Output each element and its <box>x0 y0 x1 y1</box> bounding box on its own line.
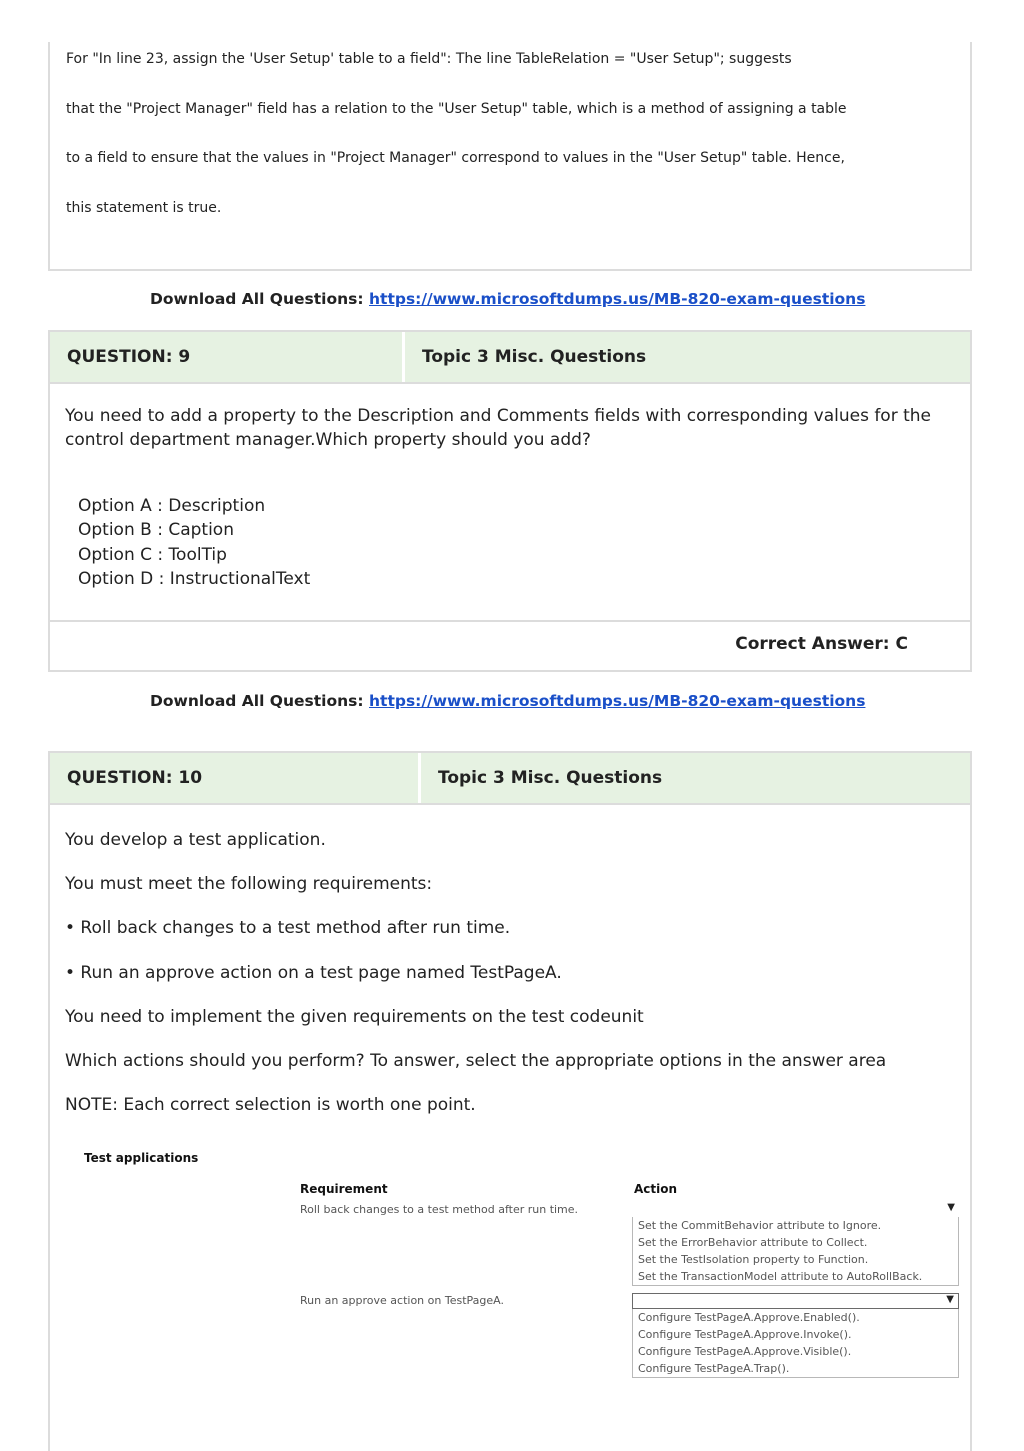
figure-title: Test applications <box>84 1151 199 1165</box>
question-9-card <box>48 330 972 672</box>
question-topic: Topic 3 Misc. Questions <box>421 753 970 803</box>
dropdown-options <box>632 1309 959 1378</box>
download-label: Download All Questions: <box>150 692 364 710</box>
question-paragraph: Which actions should you perform? To answer, select the appropriate options in the answer area <box>65 1051 887 1072</box>
question-paragraph: You need to implement the given requirements on the test codeunit <box>65 1006 644 1027</box>
action-header: Action <box>634 1182 678 1196</box>
dropdown-options <box>632 1217 959 1286</box>
dropdown-option[interactable]: Set the TestIsolation property to Function. <box>638 1253 869 1266</box>
question-body <box>50 805 970 1118</box>
note-paragraph: NOTE: Each correct selection is worth one point. <box>65 1095 476 1116</box>
question-10-card <box>48 751 972 1451</box>
answer-text-line: to a field to ensure that the values in "Project Manager" correspond to values in the "User Setup" table. Hence, <box>66 150 845 166</box>
question-paragraph: You develop a test application. <box>65 830 326 850</box>
download-label: Download All Questions: <box>150 290 364 308</box>
dropdown-option[interactable]: Configure TestPageA.Approve.Visible(). <box>638 1345 852 1358</box>
action-dropdown-rollback[interactable] <box>632 1201 959 1285</box>
dropdown-option[interactable]: Configure TestPageA.Approve.Enabled(). <box>638 1311 860 1324</box>
question-paragraph: You must meet the following requirements: <box>65 874 433 895</box>
option-a: Option A : Description <box>78 496 266 516</box>
answer-row <box>50 620 970 672</box>
question-text: You need to add a property to the Description and Comments fields with corresponding values for the control department manager.Which property should you add? <box>65 406 932 450</box>
question-header <box>50 332 970 384</box>
dropdown-option[interactable]: Set the ErrorBehavior attribute to Collect. <box>638 1236 868 1249</box>
download-link[interactable]: https://www.microsoftdumps.us/MB-820-exam-questions <box>369 692 866 710</box>
dropdown-option[interactable]: Configure TestPageA.Trap(). <box>638 1362 790 1375</box>
question-number: QUESTION: 10 <box>50 753 418 803</box>
download-link[interactable]: https://www.microsoftdumps.us/MB-820-exam-questions <box>369 290 866 308</box>
answer-text-line: For "In line 23, assign the 'User Setup' table to a field": The line TableRelation = "User Setup"; suggests <box>66 51 792 67</box>
answer-text-line: this statement is true. <box>66 199 222 216</box>
question-number: QUESTION: 9 <box>50 332 402 382</box>
download-banner <box>150 692 865 710</box>
answer-text-line: that the "Project Manager" field has a relation to the "User Setup" table, which is a method of assigning a table <box>66 100 847 117</box>
requirement-rollback: Roll back changes to a test method after run time. <box>300 1203 579 1216</box>
correct-answer: Correct Answer: C <box>735 634 908 654</box>
question-body <box>50 384 970 591</box>
answer-area-figure <box>50 1137 970 1397</box>
question-topic: Topic 3 Misc. Questions <box>405 332 970 382</box>
requirement-approve: Run an approve action on TestPageA. <box>300 1294 504 1307</box>
download-banner <box>150 290 865 308</box>
dropdown-option[interactable]: Configure TestPageA.Approve.Invoke(). <box>638 1328 852 1341</box>
requirement-bullet: • Run an approve action on a test page named TestPageA. <box>65 962 562 983</box>
question-header <box>50 753 970 805</box>
option-c: Option C : ToolTip <box>78 544 227 565</box>
chevron-down-icon[interactable]: ▼ <box>947 1202 955 1213</box>
action-dropdown-approve[interactable] <box>632 1293 959 1379</box>
option-d: Option D : InstructionalText <box>78 568 311 589</box>
requirement-header: Requirement <box>300 1182 388 1196</box>
dropdown-select[interactable] <box>632 1293 959 1309</box>
chevron-down-icon[interactable]: ▼ <box>946 1294 954 1305</box>
dropdown-option[interactable]: Set the CommitBehavior attribute to Ignore. <box>638 1219 882 1232</box>
options-list <box>65 494 954 591</box>
requirement-bullet: • Roll back changes to a test method after run time. <box>65 918 511 939</box>
dropdown-option[interactable]: Set the TransactionModel attribute to AutoRollBack. <box>638 1270 923 1283</box>
previous-answer-box <box>48 42 972 271</box>
option-b: Option B : Caption <box>78 520 234 541</box>
